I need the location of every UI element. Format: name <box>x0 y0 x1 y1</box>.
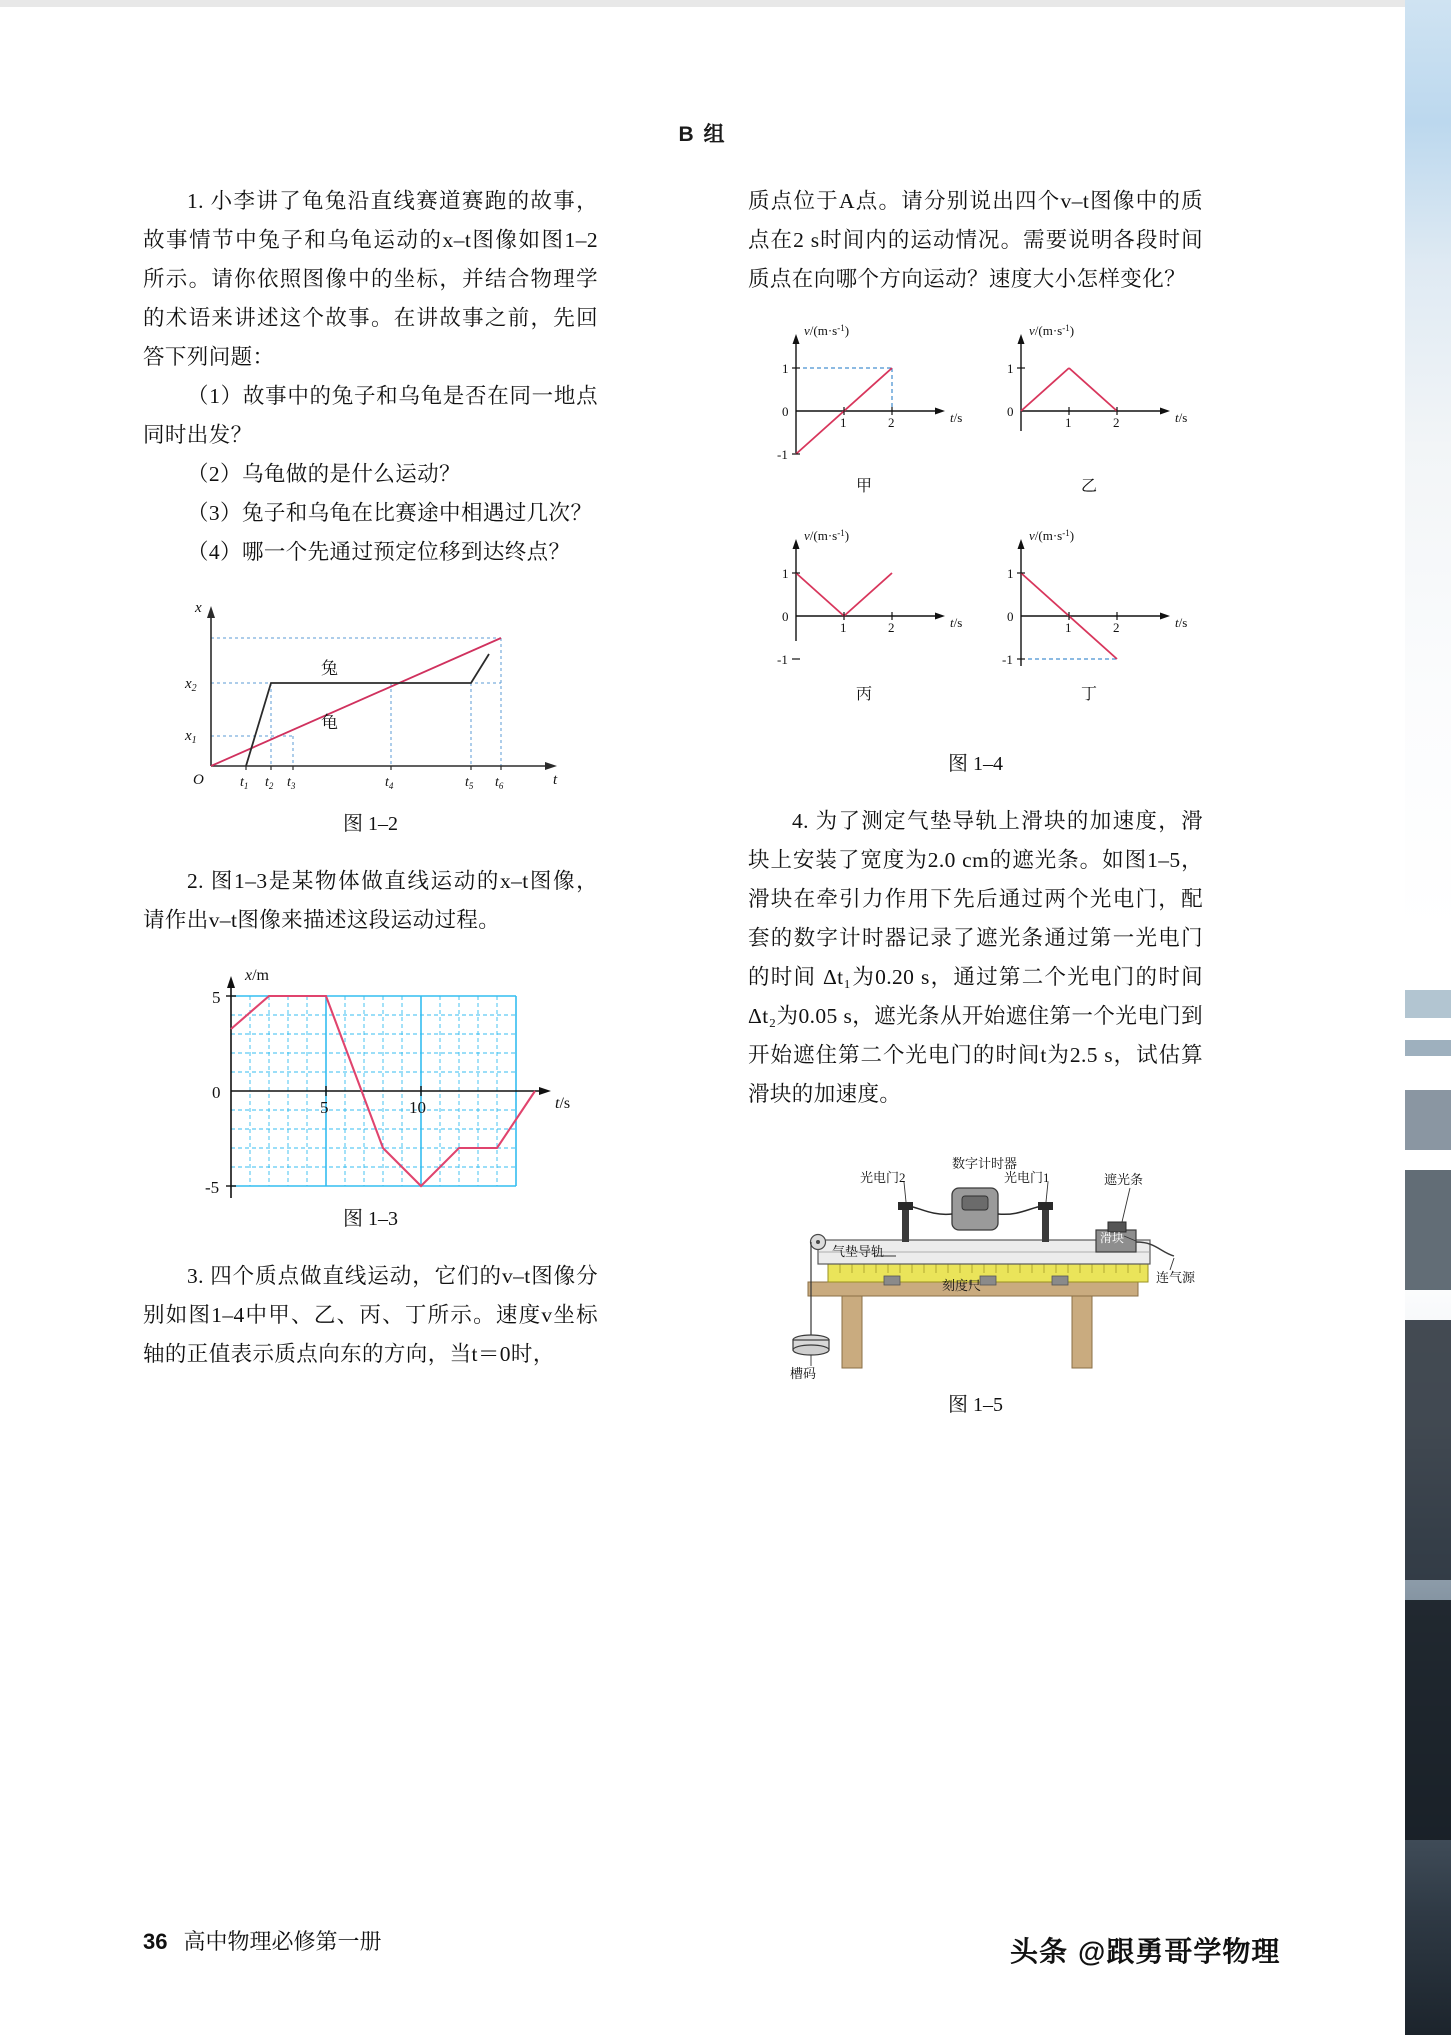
figure-1-5-caption: 图 1–5 <box>948 1394 1003 1416</box>
fig12-x-tick-t4: $t_4$ <box>384 775 393 791</box>
question-2-text: 2. 图1–3是某物体做直线运动的x–t图像，请作出v–t图像来描述这段运动过程。 <box>143 869 598 932</box>
fig14-ding-y-tick-1: 1 <box>1006 566 1013 581</box>
fig15-label-weight: 槽码 <box>789 1366 816 1380</box>
fig14-panel-ding <box>1002 528 1187 703</box>
fig14-bing-name: 丙 <box>855 686 872 703</box>
fig14-yi-y-label: $v/(m\cdot s^{-1})$ <box>1028 323 1074 338</box>
book-title: 高中物理必修第一册 <box>183 1929 382 1954</box>
fig12-label-rabbit: 兔 <box>320 659 338 678</box>
fig14-yi-y-tick-0: 0 <box>1006 404 1013 419</box>
fig14-yi-x-tick-1: 1 <box>1064 415 1071 430</box>
question-4-text: 4. 为了测定气垫导轨上滑块的加速度，滑块上安装了宽度为2.0 cm的遮光条。如图1–5，滑块在牵引力作用下先后通过两个光电门，配套的数字计时器记录了遮光条通过第一光电门的时间 Δt₁为0.20 s，通过第二个光电门的时间 Δt₂为0.05 s，遮光条从开始遮住第一个光电门到开始遮住第二个光电门的时间t为2.5 s，试估算滑块的加速度。 <box>748 809 1203 1106</box>
fig15-label-shade: 遮光条 <box>1103 1172 1143 1187</box>
figure-1-2-svg <box>171 588 571 803</box>
fig13-x-tick-10: 10 <box>408 1098 426 1117</box>
figure-1-4-svg <box>756 321 1196 751</box>
fig13-x-axis-label: t/s <box>554 1095 570 1112</box>
question-1-item-4: （4）哪一个先通过预定位移到达终点？ <box>187 540 571 564</box>
fig14-jia-y-tick-neg1: -1 <box>776 447 788 462</box>
fig14-bing-y-tick-0: 0 <box>781 609 788 624</box>
fig14-ding-x-label: t/s <box>1174 615 1187 630</box>
fig12-origin-label: O <box>192 772 204 788</box>
left-column <box>143 182 598 1374</box>
figure-1-3-caption: 图 1–3 <box>343 1208 398 1230</box>
fig13-y-axis-label: x/m <box>244 967 269 984</box>
fig14-bing-y-label: $v/(m\cdot s^{-1})$ <box>803 528 849 543</box>
fig12-x-tick-t2: $t_2$ <box>264 775 273 791</box>
fig14-jia-x-tick-2: 2 <box>887 415 894 430</box>
fig14-ding-x-tick-1: 1 <box>1064 620 1071 635</box>
question-1-item-2: （2）乌龟做的是什么运动？ <box>187 462 461 486</box>
fig14-yi-name: 乙 <box>1080 478 1097 495</box>
fig14-jia-y-tick-1: 1 <box>781 361 788 376</box>
fig14-ding-y-tick-0: 0 <box>1006 609 1013 624</box>
fig13-y-tick-0: 0 <box>211 1083 220 1102</box>
fig14-jia-y-label: $v/(m\cdot s^{-1})$ <box>803 323 849 338</box>
fig15-label-slider: 滑块 <box>1099 1231 1124 1245</box>
figure-1-3 <box>143 958 598 1231</box>
figure-1-2 <box>143 588 598 836</box>
watermark-text: @跟勇哥学物理 <box>1078 1936 1281 1967</box>
question-3-continued: 质点位于A点。请分别说出四个v–t图像中的质点在2 s时间内的运动情况。需要说明各段时间质点在向哪个方向运动？速度大小怎样变化？ <box>748 189 1203 291</box>
fig14-panel-bing <box>777 528 962 703</box>
watermark <box>1010 1930 1280 1970</box>
fig15-label-air: 连气源 <box>1155 1270 1195 1285</box>
fig12-x-axis-label: t <box>552 772 557 788</box>
fig15-label-timer: 数字计时器 <box>951 1156 1017 1171</box>
fig12-y-tick-x2: $x_2$ <box>184 676 197 694</box>
fig12-x-tick-t1: $t_1$ <box>239 775 248 791</box>
fig14-ding-name: 丁 <box>1080 686 1097 703</box>
fig14-jia-name: 甲 <box>855 478 872 495</box>
fig15-label-track: 气垫导轨 <box>831 1244 884 1259</box>
fig13-y-tick-5: 5 <box>211 988 220 1007</box>
page-title: B 组 <box>678 123 727 146</box>
fig12-y-tick-x1: $x_1$ <box>184 728 197 746</box>
figure-1-4-caption: 图 1–4 <box>948 753 1003 775</box>
fig14-panel-jia <box>777 323 962 495</box>
fig14-bing-x-tick-1: 1 <box>839 620 846 635</box>
question-1-item-3: （3）兔子和乌龟在比赛途中相遇过几次？ <box>187 501 593 525</box>
fig12-y-axis-label: x <box>194 600 202 616</box>
fig14-ding-x-tick-2: 2 <box>1112 620 1119 635</box>
fig12-x-tick-t3: $t_3$ <box>286 775 295 791</box>
fig14-jia-y-tick-0: 0 <box>781 404 788 419</box>
watermark-logo: 头条 <box>1010 1936 1069 1967</box>
fig14-jia-x-tick-1: 1 <box>839 415 846 430</box>
right-column <box>748 182 1203 1417</box>
fig12-x-tick-t6: $t_6$ <box>494 775 503 791</box>
question-1-item-1: （1）故事中的兔子和乌龟是否在同一地点同时出发？ <box>143 384 598 447</box>
fig13-y-tick-neg5: -5 <box>204 1178 219 1197</box>
scan-edge-photo-strip <box>1405 0 1451 2035</box>
figure-1-5-svg <box>756 1130 1196 1380</box>
fig15-label-ruler: 刻度尺 <box>941 1278 981 1293</box>
page-number: 36 <box>143 1929 168 1954</box>
fig14-bing-x-tick-2: 2 <box>887 620 894 635</box>
figure-1-5 <box>748 1130 1203 1417</box>
fig15-label-gate2: 光电门2 <box>859 1170 906 1185</box>
fig12-x-tick-t5: $t_5$ <box>464 775 473 791</box>
fig13-x-tick-5: 5 <box>319 1098 328 1117</box>
fig14-jia-x-label: t/s <box>949 410 962 425</box>
figure-1-3-svg <box>171 958 571 1198</box>
fig14-bing-x-label: t/s <box>949 615 962 630</box>
fig14-panel-yi <box>1007 323 1187 495</box>
fig14-bing-y-tick-neg1: -1 <box>776 652 788 667</box>
page-footer <box>143 1925 382 1956</box>
fig14-ding-y-label: $v/(m\cdot s^{-1})$ <box>1028 528 1074 543</box>
fig14-bing-y-tick-1: 1 <box>781 566 788 581</box>
fig14-yi-x-label: t/s <box>1174 410 1187 425</box>
question-3-text: 3. 四个质点做直线运动，它们的v–t图像分别如图1–4中甲、乙、丙、丁所示。速度v坐标轴的正值表示质点向东的方向，当t＝0时， <box>143 1264 598 1366</box>
figure-1-4 <box>748 321 1203 776</box>
fig14-yi-x-tick-2: 2 <box>1112 415 1119 430</box>
fig14-ding-y-tick-neg1: -1 <box>1001 652 1013 667</box>
question-1-intro: 1. 小李讲了龟兔沿直线赛道赛跑的故事，故事情节中兔子和乌龟运动的x–t图像如图1–2所示。请你依照图像中的坐标，并结合物理学的术语来讲述这个故事。在讲故事之前，先回答下列问题： <box>143 189 598 369</box>
figure-1-2-caption: 图 1–2 <box>343 813 398 835</box>
fig14-yi-y-tick-1: 1 <box>1006 361 1013 376</box>
fig12-label-turtle: 龟 <box>320 713 338 732</box>
fig15-label-gate1: 光电门1 <box>1003 1170 1050 1185</box>
